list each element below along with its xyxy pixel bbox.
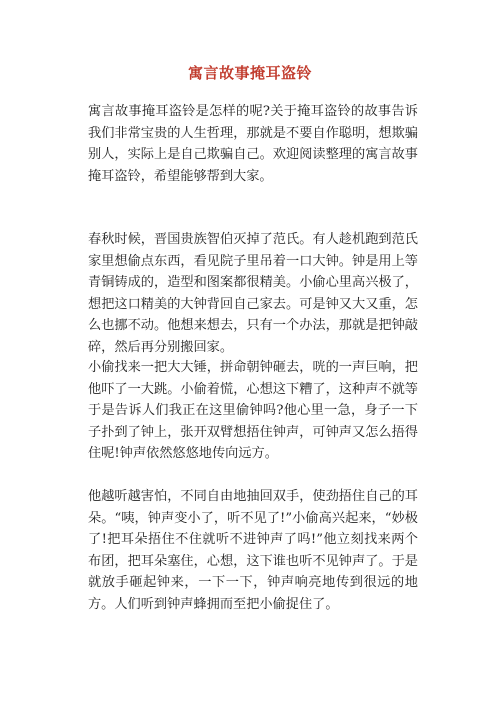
paragraph-intro: 寓言故事掩耳盗铃是怎样的呢?关于掩耳盗铃的故事告诉我们非常宝贵的人生哲理，那就是不要自作聪明，想欺骗别人，实际上是自己欺骗自己。欢迎阅读整理的寓言故事掩耳盗铃，希望能够帮到大家。: [88, 104, 418, 184]
paragraph-story-2: 小偷找来一把大大锤，拼命朝钟砸去，咣的一声巨响，把他吓了一大跳。小偷着慌，心想这下糟了，这种声不就等于是告诉人们我正在这里偷钟吗?他心里一急，身子一下子扑到了钟上，张开双臂想捂住钟声，可钟声又怎么捂得住呢!钟声依然悠悠地传向远方。: [88, 360, 418, 462]
document-title: 寓言故事掩耳盗铃: [187, 64, 312, 82]
paragraph-story-3: 他越听越害怕，不同自由地抽回双手，使劲捂住自己的耳朵。“咦，钟声变小了，听不见了!”小偷高兴起来，“妙极了!把耳朵捂住不住就听不进钟声了吗!”他立刻找来两个布团，把耳朵塞住，心想，这下谁也听不见钟声了。于是就放手砸起钟来，一下一下，钟声响亮地传到很远的地方。人们听到钟声蜂拥而至把小偷捉住了。: [88, 489, 418, 612]
paragraph-story-1: 春秋时候，晋国贵族智伯灭掉了范氏。有人趁机跑到范氏家里想偷点东西，看见院子里吊着一口大钟。钟是用上等青铜铸成的，造型和图案都很精美。小偷心里高兴极了，想把这口精美的大钟背回自己家去。可是钟又大又重，怎么也挪不动。他想来想去，只有一个办法，那就是把钟敲碎，然后再分别搬回家。: [88, 232, 418, 355]
